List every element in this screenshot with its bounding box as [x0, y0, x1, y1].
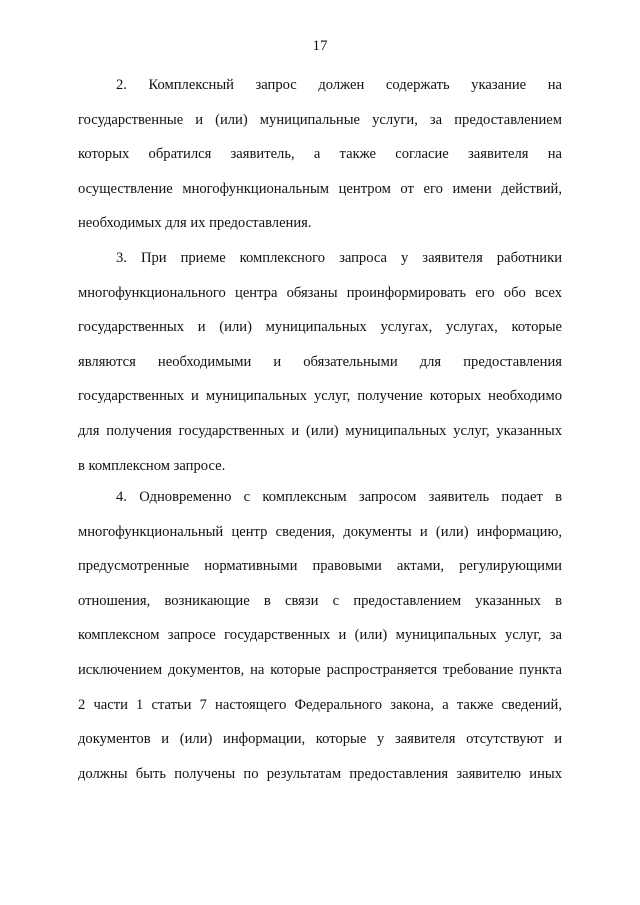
- text-line: 2. Комплексный запрос должен содержать указание на: [116, 77, 562, 93]
- text-line: являются необходимыми и обязательными для предоставления: [78, 353, 562, 370]
- text-line: для получения государственных и (или) муниципальных услуг, указанных: [78, 422, 562, 439]
- text-line: отношения, возникающие в связи с предоставлением указанных в: [78, 592, 562, 609]
- text-line: необходимых для их предоставления.: [78, 215, 312, 232]
- text-line: должны быть получены по результатам предоставления заявителю иных: [78, 765, 562, 782]
- text-line: которых обратился заявитель, а также согласие заявителя на: [78, 146, 562, 163]
- text-line: предусмотренные нормативными правовыми актами, регулирующими: [78, 558, 562, 575]
- text-line: 2 части 1 статьи 7 настоящего Федерального закона, а также сведений,: [78, 696, 562, 713]
- text-line: исключением документов, на которые распространяется требование пункта: [78, 661, 562, 678]
- text-line: многофункциональный центр сведения, документы и (или) информацию,: [78, 523, 562, 540]
- text-line: государственные и (или) муниципальные услуги, за предоставлением: [78, 111, 562, 128]
- paragraph-2: [78, 68, 562, 241]
- text-line: государственных и муниципальных услуг, получение которых необходимо: [78, 388, 562, 405]
- text-line: в комплексном запросе.: [78, 457, 226, 474]
- text-line: 3. При приеме комплексного запроса у заявителя работники: [116, 250, 562, 266]
- paragraph-4: [78, 480, 562, 791]
- text-line: 4. Одновременно с комплексным запросом заявитель подает в: [116, 489, 562, 505]
- text-line: осуществление многофункциональным центром от его имени действий,: [78, 180, 562, 197]
- page-number: 17: [312, 38, 328, 54]
- text-line: многофункционального центра обязаны проинформировать его обо всех: [78, 284, 562, 301]
- text-line: государственных и (или) муниципальных услугах, услугах, которые: [78, 319, 562, 336]
- text-line: документов и (или) информации, которые у заявителя отсутствуют и: [78, 731, 562, 748]
- text-line: комплексном запросе государственных и (или) муниципальных услуг, за: [78, 627, 562, 644]
- paragraph-3: [78, 241, 562, 483]
